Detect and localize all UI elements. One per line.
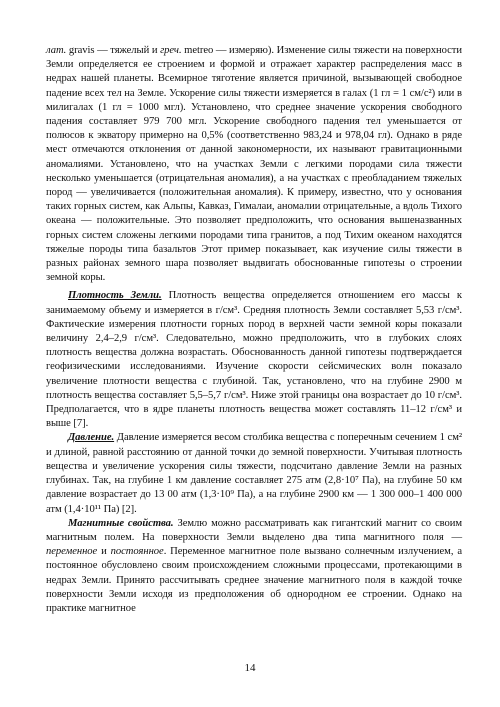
density-text: Плотность вещества определяется отношением его массы к занимаемому объему и измеряется в г/см³. Средняя плотность Земли составляет 5,53 г/см³. Фактические измерения плотности горных пород в верхней части земной коры показали величину 2,4–2,9 г/см³. Следовательно, можно предположить, что в глубоких слоях плотность вещества должна возрастать. Обоснованность данной гипотезы подтверждается геофизическими исследованиями. Изучение скорости сейсмических волн показало увеличение плотности вещества с глубиной. Так, установлено, что на глубине 2900 м плотность вещества составляет 5,5–5,7 г/см³. Ниже этой границы она возрастает до 10 г/см³. Предполагается, что в ядре планеты плотность вещества может составлять 11–12 г/см³ и выше [7]. <box>46 290 462 430</box>
section-heading-pressure: Давление. <box>68 432 115 444</box>
term-variable: переменное <box>46 546 98 558</box>
gravity-text: metreo — измеряю). Изменение силы тяжести на поверхности Земли определяется ее строением и формой и отражает характер распределения масс в недрах нашей планеты. Всемирное тяготение является причиной, вызывающей свободное падение всех тел на Земле. Ускорение силы тяжести измеряется в галах (1 гл = 1 см/с²) или в милигалах (1 гл = 1000 мгл). Установлено, что среднее значение ускорения свободного падения составляет 979 700 мгл. Ускорение свободного падения тел уменьшается от полюсов к экватору примерно на 0,5% (соответственно 983,24 и 978,04 гл). Однако в ряде мест отмечаются отклонения от данной закономерности, их называют гравитационными аномалиями. Установлено, что на участках Земли с легкими породами сила тяжести несколько уменьшается (отрицательная аномалия), а на участках с преобладанием тяжелых пород — увеличивается (положительная аномалия). К примеру, известно, что у основания таких горных систем, как Альпы, Кавказ, Гималаи, аномалии отрицательные, а вдоль Тихого океана — положительные. Это позволяет предположить, что основания вышеназванных горных систем сложены легкими породами типа гранитов, а под Тихим океаном находятся тяжелые породы типа базальтов Этот пример показывает, как изучение силы тяжести в разных районах земного шара позволяет выдвигать обоснованные гипотезы о строении земной коры. <box>46 45 462 284</box>
body-text <box>46 44 462 616</box>
term-constant: постоянное <box>110 546 164 558</box>
page-number: 14 <box>244 662 256 674</box>
magnetic-text-c: . Переменное магнитное поле вызвано солнечным излучением, а постоянное обусловлено своим происхождением сложными процессами, протекающими в недрах Земли. Принято рассчитывать среднее значение магнитного поля в каждой точке поверхности Земли исходя из предположения об однородном ее строении. Однако на практике магнитное <box>46 546 462 614</box>
magnetic-text-a: Землю можно рассматривать как гигантский магнит со своим магнитным полем. На поверхности Земли выделено два типа магнитного поля — <box>46 517 462 543</box>
magnetic-text-b: и <box>97 546 111 558</box>
paragraph-pressure <box>46 431 462 516</box>
lang-abbrev-greek: греч. <box>160 45 182 56</box>
paragraph-magnetic <box>46 517 462 616</box>
paragraph-density <box>46 289 462 431</box>
lang-abbrev-latin: лат. <box>46 45 67 56</box>
pressure-text: Давление измеряется весом столбика вещества с поперечным сечением 1 см² и длиной, равной расстоянию от данной точки до земной поверхности. Учитывая плотность вещества и увеличение ускорения силы тяжести, подсчитано давление Земли на разных глубинах. Так, на глубине 1 км давление составляет 275 атм (2,8·10⁷ Па), на глубине 50 км давление возрастает до 13 00 атм (1,3·10⁹ Па), а на глубине 2900 км — 1 300 000–1 400 000 атм (1,4·10¹¹ Па) [2]. <box>46 432 462 515</box>
etymology-text: gravis — тяжелый и <box>66 45 161 56</box>
paragraph-gravity <box>46 44 462 285</box>
section-heading-magnetic: Магнитные свойства. <box>68 517 174 529</box>
section-heading-density: Плотность Земли. <box>68 290 162 302</box>
